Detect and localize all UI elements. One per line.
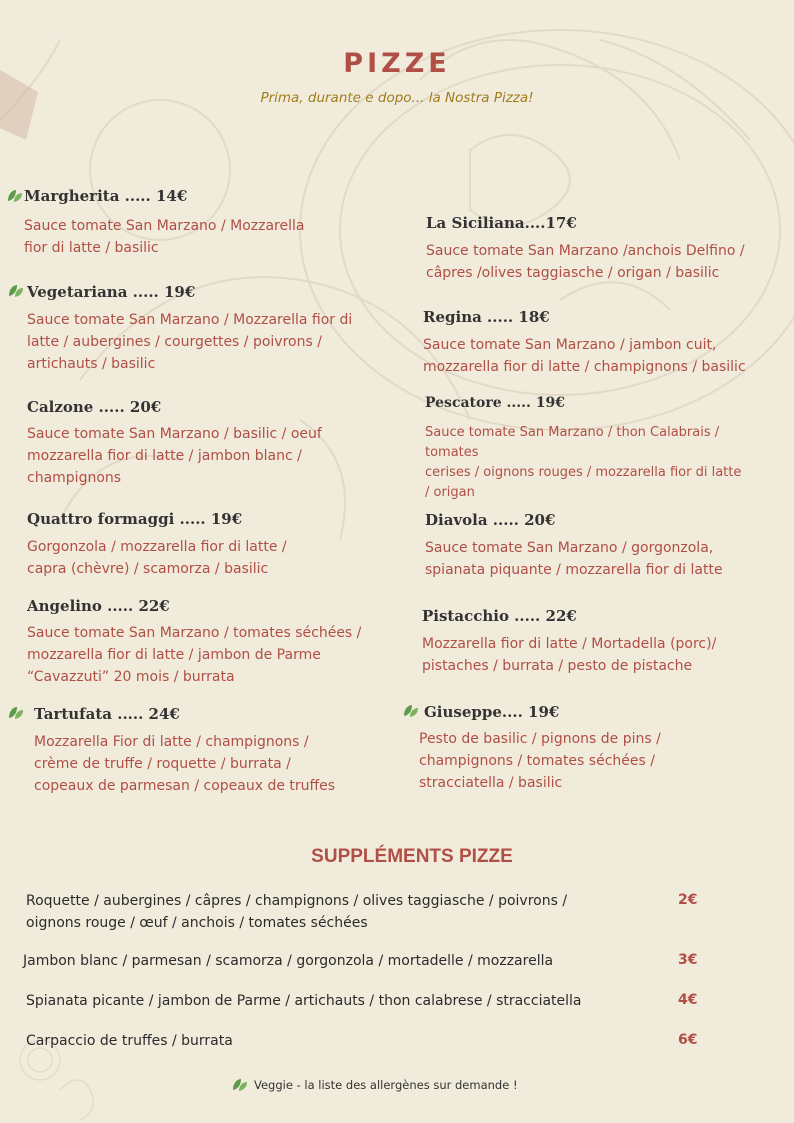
leaf-icon	[8, 284, 24, 298]
pizza-name: Giuseppe.... 19€	[424, 703, 560, 721]
pizza-description: Pesto de basilic / pignons de pins / champignons / tomates séchées / stracciatella / basilic	[419, 731, 661, 791]
supplement-items: Roquette / aubergines / câpres / champignons / olives taggiasche / poivrons / oignons rouge / œuf / anchois / tomates séchées	[26, 893, 568, 931]
supplement-price: 4€	[678, 992, 698, 1008]
pizza-description: Sauce tomate San Marzano / tomates séchées / mozzarella fior di latte / jambon de Parme “Cavazzuti” 20 mois / burrata	[27, 625, 362, 685]
pizza-name: Angelino ..... 22€	[27, 597, 170, 615]
page-subtitle: Prima, durante e dopo... la Nostra Pizza!	[260, 90, 534, 106]
pizza-description: Sauce tomate San Marzano / gorgonzola, spianata piquante / mozzarella fior di latte	[425, 540, 723, 578]
pizza-name: Regina ..... 18€	[423, 308, 550, 326]
pizza-description: Sauce tomate San Marzano / Mozzarella fior di latte / aubergines / courgettes / poivrons / artichauts / basilic	[27, 312, 353, 372]
pizza-description: Sauce tomate San Marzano /anchois Delfino / câpres /olives taggiasche / origan / basilic	[426, 243, 745, 281]
pizza-description: Sauce tomate San Marzano / basilic / oeuf mozzarella fior di latte / jambon blanc / champignons	[27, 426, 322, 486]
pizza-name: Pescatore ..... 19€	[425, 395, 565, 411]
pizza-name: Margherita ..... 14€	[24, 187, 188, 205]
page-title: PIZZE	[343, 48, 451, 79]
leaf-icon	[7, 189, 23, 203]
pizza-description: Sauce tomate San Marzano / thon Calabrais / tomates cerises / oignons rouges / mozzarella fior di latte / origan	[425, 425, 742, 500]
supplement-items: Spianata picante / jambon de Parme / artichauts / thon calabrese / stracciatella	[26, 993, 582, 1009]
pizza-name: Calzone ..... 20€	[27, 398, 162, 416]
pizza-name: Quattro formaggi ..... 19€	[27, 510, 243, 528]
supplement-price: 6€	[678, 1032, 698, 1048]
supplement-price: 2€	[678, 892, 698, 908]
leaf-icon	[232, 1078, 248, 1092]
pizza-name: Pistacchio ..... 22€	[422, 607, 577, 625]
pizza-name: Diavola ..... 20€	[425, 511, 556, 529]
pizza-description: Sauce tomate San Marzano / jambon cuit, mozzarella fior di latte / champignons / basilic	[423, 337, 746, 375]
supplements-title: SUPPLÉMENTS PIZZE	[311, 846, 513, 867]
pizza-name: Vegetariana ..... 19€	[27, 283, 196, 301]
supplement-items: Carpaccio de truffes / burrata	[26, 1033, 233, 1049]
leaf-icon	[403, 704, 419, 718]
pizza-name: La Siciliana....17€	[426, 214, 577, 232]
supplement-items: Jambon blanc / parmesan / scamorza / gorgonzola / mortadelle / mozzarella	[23, 953, 554, 969]
leaf-icon	[8, 706, 24, 720]
pizza-description: Mozzarella Fior di latte / champignons / crème de truffe / roquette / burrata / copeaux de parmesan / copeaux de truffes	[34, 734, 336, 794]
supplement-price: 3€	[678, 952, 698, 968]
pizza-description: Gorgonzola / mozzarella fior di latte / capra (chèvre) / scamorza / basilic	[27, 539, 287, 577]
pizza-name: Tartufata ..... 24€	[34, 705, 180, 723]
allergen-note: Veggie - la liste des allergènes sur demande !	[254, 1078, 518, 1092]
pizza-description: Mozzarella fior di latte / Mortadella (porc)/ pistaches / burrata / pesto de pistache	[422, 636, 717, 674]
pizza-description: Sauce tomate San Marzano / Mozzarella fior di latte / basilic	[24, 218, 305, 256]
